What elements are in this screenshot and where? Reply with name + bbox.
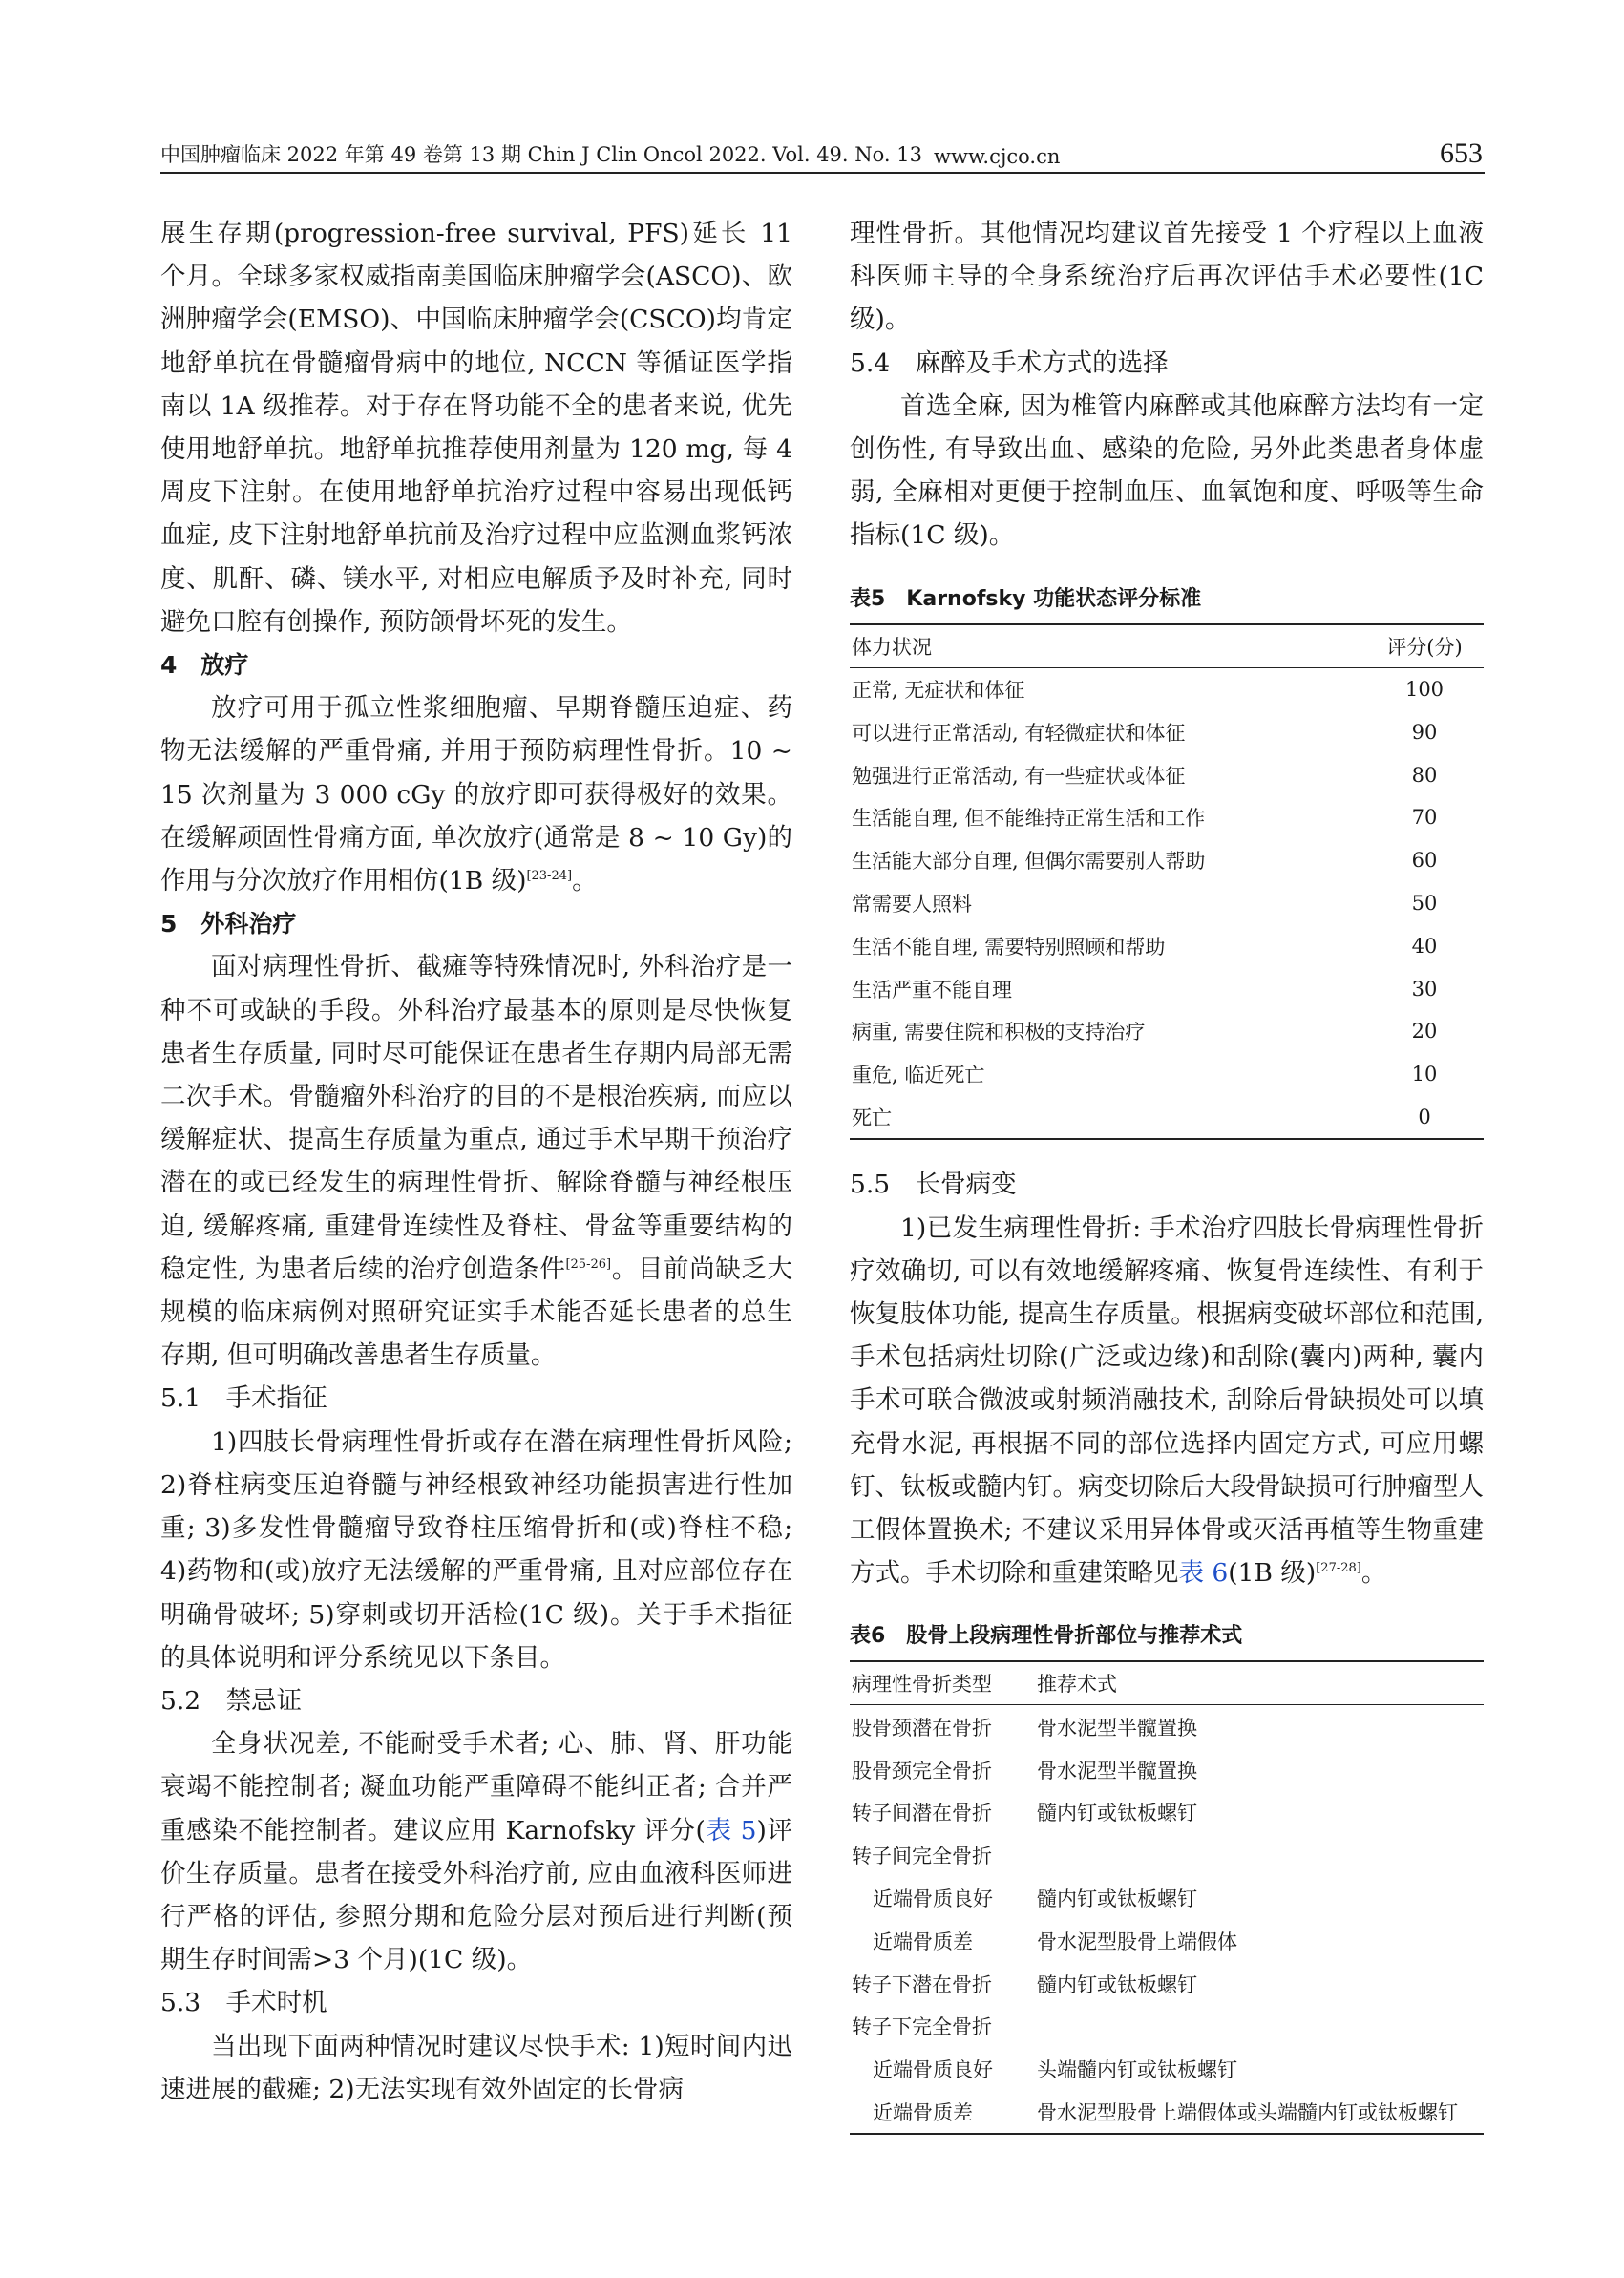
running-header	[160, 130, 1485, 174]
table-cell: 股骨颈完全骨折	[852, 1759, 992, 1782]
table5-caption: 表5 Karnofsky 功能状态评分标准	[850, 586, 1202, 611]
paragraph: 1)已发生病理性骨折: 手术治疗四肢长骨病理性骨折疗效确切, 可以有效地缓解疼痛、恢复骨连续性、有利于恢复肢体功能, 提高生存质量。根据病变破坏部位和范围, 手术包括病灶切除(广泛或边缘)和刮除(囊内)两种, 囊内手术可联合微波或射频消融技术, 刮除后骨缺损处可以填充骨水泥, 再根据不同的部位选择内固定方式, 可应用螺钉、钛板或髓内钉。病变切除后大段骨缺损可行肿瘤型人工假体置换术; 不建议采用异体骨或灭活再植等生物重建方式。手术切除和重建策略见表 6(1B 级)[27-28]。	[850, 1213, 1484, 1589]
table-cell: 10	[1411, 1063, 1438, 1086]
table-cell: 勉强进行正常活动, 有一些症状或体征	[852, 764, 1186, 788]
table5	[850, 623, 1484, 1141]
table-header: 推荐术式	[1035, 1661, 1484, 1705]
table-cell: 股骨颈潜在骨折	[852, 1716, 992, 1740]
table-row	[850, 1834, 1484, 1877]
journal-citation: 中国肿瘤临床 2022 年第 49 卷第 13 期 Chin J Clin Oncol 2022. Vol. 49. No. 13	[160, 143, 922, 166]
paragraph: 面对病理性骨折、截瘫等特殊情况时, 外科治疗是一种不可或缺的手段。外科治疗最基本的原则是尽快恢复患者生存质量, 同时尽可能保证在患者生存期内局部无需二次手术。骨髓瘤外科治疗的目的不是根治疾病, 而应以缓解症状、提高生存质量为重点, 通过手术早期干预治疗潜在的或已经发生的病理性骨折、解除脊髓与神经根压迫, 缓解疼痛, 重建骨连续性及脊柱、骨盆等重要结构的稳定性, 为患者后续的治疗创造条件[25-26]。目前尚缺乏大规模的临床病例对照研究证实手术能否延长患者的总生存期, 但可明确改善患者生存质量。	[160, 952, 792, 1371]
table-cell: 生活能自理, 但不能维持正常生活和工作	[852, 807, 1206, 831]
paragraph: 理性骨折。其他情况均建议首先接受 1 个疗程以上血液科医师主导的全身系统治疗后再次评估手术必要性(1C 级)。	[850, 219, 1484, 335]
table-cell: 转子下完全骨折	[852, 2015, 992, 2039]
table-cell: 髓内钉或钛板螺钉	[1037, 1972, 1197, 1996]
subsection-heading: 5.1 手术指征	[160, 1383, 327, 1414]
table-cell: 重危, 临近死亡	[852, 1064, 985, 1087]
table-cell: 病重, 需要住院和积极的支持治疗	[852, 1021, 1146, 1044]
table-row	[850, 882, 1484, 925]
table-row	[850, 1962, 1484, 2005]
table-row	[850, 710, 1484, 753]
table-header: 体力状况	[850, 624, 1365, 668]
table-row	[850, 2091, 1484, 2135]
table-row	[850, 1705, 1484, 1748]
right-column	[850, 212, 1484, 2135]
paragraph: 当出现下面两种情况时建议尽快手术: 1)短时间内迅速进展的截瘫; 2)无法实现有效外固定的长骨病	[160, 2031, 792, 2104]
table-row	[850, 967, 1484, 1010]
table-cell: 近端骨质良好	[873, 2058, 993, 2082]
subsection-heading: 5.5 长骨病变	[850, 1170, 1017, 1200]
subsection-heading: 5.4 麻醉及手术方式的选择	[850, 348, 1169, 378]
paragraph: 1)四肢长骨病理性骨折或存在潜在病理性骨折风险; 2)脊柱病变压迫脊髓与神经根致神经功能损害进行性加重; 3)多发性骨髓瘤导致脊柱压缩骨折和(或)脊柱不稳; 4)药物和(或)放疗无法缓解的严重骨痛, 且对应部位存在明确骨破坏; 5)穿刺或切开活检(1C 级)。关于手术指征的具体说明和评分系统见以下条目。	[160, 1426, 792, 1673]
table-cell: 骨水泥型股骨上端假体	[1037, 1930, 1237, 1953]
paragraph: 展生存期(progression-free survival, PFS)延长 11 个月。全球多家权威指南美国临床肿瘤学会(ASCO)、欧洲肿瘤学会(EMSO)、中国临床肿瘤学会(CSCO)均肯定地舒单抗在骨髓瘤骨病中的地位, NCCN 等循证医学指南以 1A 级推荐。对于存在肾功能不全的患者来说, 优先使用地舒单抗。地舒单抗推荐使用剂量为 120 mg, 每 4 周皮下注射。在使用地舒单抗治疗过程中容易出现低钙血症, 皮下注射地舒单抗前及治疗过程中应监测血浆钙浓度、肌酐、磷、镁水平, 对相应电解质予及时补充, 同时避免口腔有创操作, 预防颌骨坏死的发生。	[160, 219, 792, 637]
table-cell: 60	[1411, 849, 1438, 873]
table-cell: 死亡	[850, 1096, 1365, 1140]
table-cell: 可以进行正常活动, 有轻微症状和体征	[852, 721, 1186, 745]
table-cell: 骨水泥型股骨上端假体或头端髓内钉或钛板螺钉	[1035, 2091, 1484, 2135]
paragraph: 放疗可用于孤立性浆细胞瘤、早期脊髓压迫症、药物无法缓解的严重骨痛, 并用于预防病理性骨折。10 ~ 15 次剂量为 3 000 cGy 的放疗即可获得极好的效果。在缓解顽固性骨痛方面, 单次放疗(通常是 8 ~ 10 Gy)的作用与分次放疗作用相仿(1B 级)[23-24]。	[160, 693, 792, 896]
table-cell: 转子间完全骨折	[852, 1845, 992, 1868]
journal-url[interactable]: www.cjco.cn	[934, 145, 1061, 168]
table-cell	[1035, 2005, 1484, 2048]
table-cell: 0	[1365, 1096, 1484, 1140]
subsection-heading: 5.2 禁忌证	[160, 1685, 303, 1716]
table-cell: 40	[1411, 934, 1438, 958]
table-cell: 常需要人照料	[852, 893, 972, 916]
table-cell: 20	[1411, 1020, 1438, 1044]
table-cell: 髓内钉或钛板螺钉	[1037, 1888, 1197, 1910]
table-row	[850, 667, 1484, 710]
table5-link[interactable]: 表 5	[705, 1815, 757, 1846]
left-column	[160, 212, 792, 2111]
citation-ref[interactable]: [27-28]	[1316, 1561, 1361, 1576]
table-cell: 生活严重不能自理	[852, 978, 1012, 1002]
table-row	[850, 839, 1484, 882]
table-row	[850, 924, 1484, 967]
table-cell: 正常, 无症状和体征	[852, 679, 1025, 703]
table-row	[850, 796, 1484, 839]
section-heading-radiotherapy: 4 放疗	[160, 651, 249, 680]
table-cell: 骨水泥型半髋置换	[1037, 1716, 1197, 1740]
table6-caption: 表6 股骨上段病理性骨折部位与推荐术式	[850, 1624, 1243, 1649]
subsection-heading: 5.3 手术时机	[160, 1988, 327, 2018]
table-cell	[1035, 1834, 1484, 1877]
table-row	[850, 1877, 1484, 1920]
table-row	[850, 753, 1484, 796]
table-cell: 90	[1411, 720, 1438, 744]
citation-ref[interactable]: [23-24]	[526, 869, 573, 884]
table-cell: 近端骨质良好	[873, 1888, 993, 1910]
page-number: 653	[1440, 137, 1483, 169]
paragraph: 全身状况差, 不能耐受手术者; 心、肺、肾、肝功能衰竭不能控制者; 凝血功能严重障碍不能纠正者; 合并严重感染不能控制者。建议应用 Karnofsky 评分(表 5)评价生存质量。患者在接受外科治疗前, 应由血液科医师进行严格的评估, 参照分期和危险分层对预后进行判断(预期生存时间需>3 个月)(1C 级)。	[160, 1729, 792, 1975]
table-cell: 生活能大部分自理, 但偶尔需要别人帮助	[852, 850, 1206, 874]
table-row	[850, 2048, 1484, 2091]
table-cell: 30	[1411, 977, 1438, 1001]
paragraph: 首选全麻, 因为椎管内麻醉或其他麻醉方法均有一定创伤性, 有导致出血、感染的危险, 另外此类患者身体虚弱, 全麻相对更便于控制血压、血氧饱和度、呼吸等生命指标(1C 级)。	[850, 390, 1484, 551]
table-cell: 头端髓内钉或钛板螺钉	[1037, 2058, 1237, 2082]
table-cell: 100	[1404, 678, 1445, 702]
table-row	[850, 1791, 1484, 1834]
table-cell: 70	[1411, 806, 1438, 830]
table-cell: 近端骨质差	[873, 1930, 973, 1953]
table-cell: 近端骨质差	[850, 2091, 1035, 2135]
table-cell: 50	[1411, 892, 1438, 915]
table-row	[850, 1096, 1484, 1140]
table-row	[850, 2005, 1484, 2048]
table-cell: 髓内钉或钛板螺钉	[1037, 1802, 1197, 1825]
header-rule	[160, 172, 1485, 174]
table-row	[850, 1919, 1484, 1962]
table-cell: 80	[1411, 763, 1438, 787]
table-header: 病理性骨折类型	[850, 1661, 1035, 1705]
table-cell: 骨水泥型半髋置换	[1037, 1759, 1197, 1782]
table-cell: 转子间潜在骨折	[852, 1802, 992, 1825]
citation-ref[interactable]: [25-26]	[565, 1257, 612, 1273]
section-heading-surgery: 5 外科治疗	[160, 910, 297, 939]
table-row	[850, 1748, 1484, 1791]
table6-link[interactable]: 表 6	[1178, 1558, 1229, 1589]
table-cell: 转子下潜在骨折	[852, 1972, 992, 1996]
table-cell: 生活不能自理, 需要特别照顾和帮助	[852, 935, 1166, 959]
table6	[850, 1660, 1484, 2135]
table-row	[850, 1010, 1484, 1053]
table-row	[850, 1053, 1484, 1096]
table-header: 评分(分)	[1365, 624, 1484, 668]
